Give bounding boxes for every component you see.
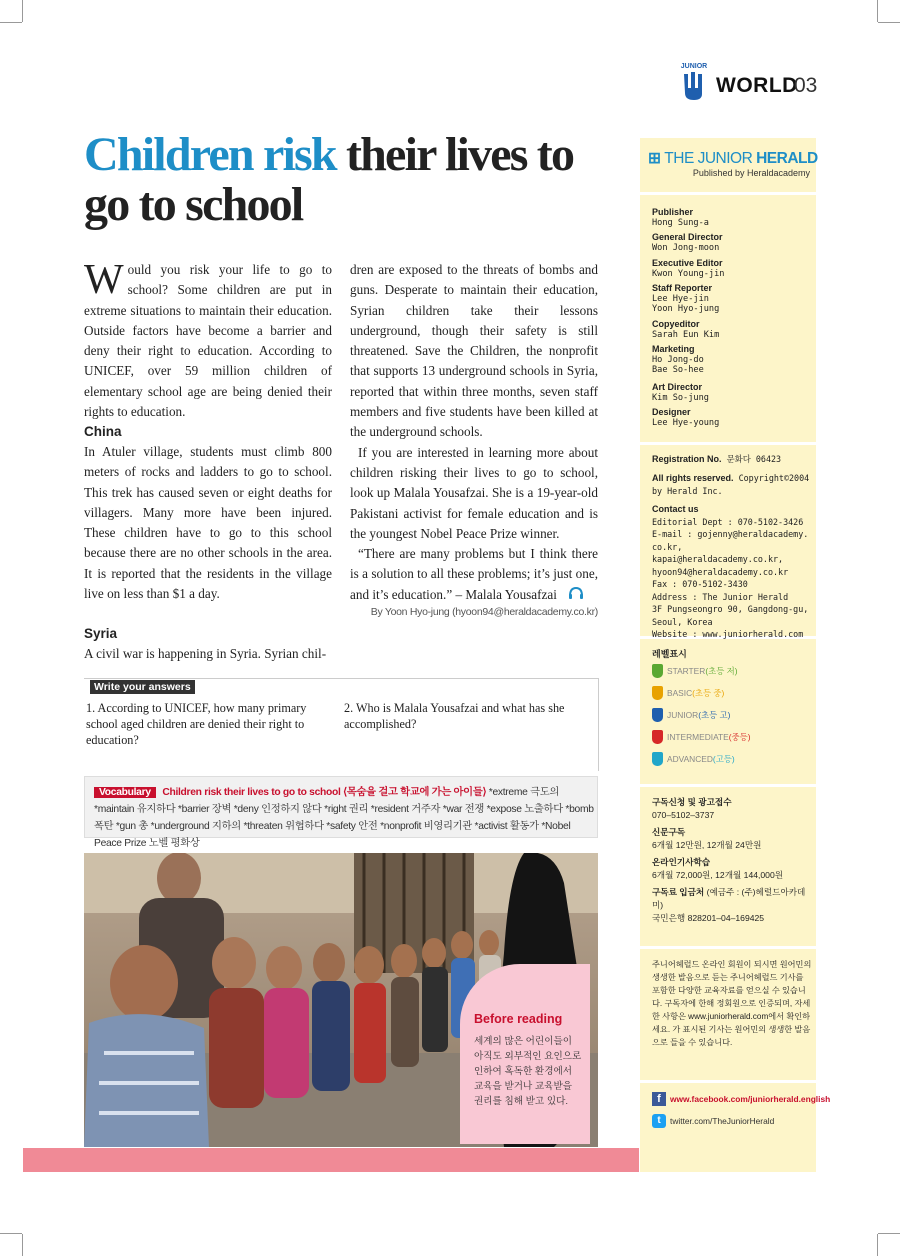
page-number: 03 <box>794 74 818 97</box>
published-by: Published by Heraldacademy <box>692 168 810 178</box>
registration-value: 문화다 06423 <box>726 454 782 464</box>
online-value: 6개월 72,000원, 12개월 144,000원 <box>652 870 784 880</box>
staff-entry <box>652 232 723 253</box>
intro-text: ould you risk your life to go to school? Some children are put in extreme situations to maintain their education. Outside factors have become a barrier and deny their right to education. According to UNICEF, over 59 million children of elementary school age are being denied their rights to education. <box>84 262 332 420</box>
crop-mark <box>877 0 878 22</box>
sidebar-divider <box>640 1080 816 1083</box>
news-sub-title: 신문구독 <box>652 827 686 837</box>
twitter-link[interactable] <box>652 1114 774 1128</box>
staff-role: Art Director <box>652 382 703 392</box>
col2-para2: If you are interested in learning more about children risking their lives to go to school, look up Malala Yousafzai. She is a 19-year-old Pakistani activist for female education and is the youngest Nobel Peace Prize winner. <box>350 444 598 541</box>
vocabulary-headline: Children risk their lives to go to school ⟨목숨을 걸고 학교에 가는 아이들⟩ <box>162 787 487 798</box>
level-item <box>652 708 730 722</box>
before-reading-text: 세계의 많은 어린이들이 아직도 외부적인 요인으로 인하여 혹독한 환경에서 교육을 받거나 교육받을 권리를 침해 받고 있다. <box>474 1036 582 1107</box>
china-paragraph: In Atuler village, students must climb 800 meters of rocks and ladders to go to school. This trek has caused seven or eight deaths for villagers. Many more have been injured. These children have to go to this school because there are no other schools in the area. It is reported that the residents in the village live on less than $1 a day. <box>84 444 332 602</box>
crop-mark <box>877 1234 878 1256</box>
article-column-1 <box>84 257 332 422</box>
question-2: 2. Who is Malala Yousafzai and what has she accomplished? <box>344 701 565 731</box>
contact-line: Address : The Junior Herald <box>652 591 789 602</box>
twitter-url: twitter.com/TheJuniorHerald <box>670 1116 775 1126</box>
level-hand-icon <box>652 730 663 744</box>
level-grade: (중등) <box>728 732 751 742</box>
contact-lines <box>652 516 812 641</box>
online-learning <box>652 856 812 882</box>
staff-names: Hong Sung-a <box>652 218 709 228</box>
membership-notice: 주니어헤럴드 온라인 회원이 되시면 원어민의 생생한 발음으로 듣는 주니어헤럴드 기사를 포함한 다양한 교육자료를 얻으실 수 있습니다. 구독자에 한해 정회원으로 인증되며, 자세한 사항은 www.juniorherald.com에서 확인하세요. 가 표시된 기사는 원어민의 생생한 발음으로 들을 수 있습니다. <box>652 960 812 1047</box>
staff-entry <box>652 319 719 340</box>
contact-line: Seoul, Korea <box>652 616 713 627</box>
junior-level-logo-icon <box>676 60 712 104</box>
contact-line: co.kr, kapai@heraldacademy.co.kr, <box>652 541 784 564</box>
contact-label: Contact us <box>652 504 699 514</box>
staff-names: Lee Hye-jin Yoon Hyo-jung <box>652 294 720 314</box>
vocabulary-text <box>94 784 594 852</box>
account-holder: (예금주 : (주)헤럴드아카데미) <box>652 887 806 910</box>
contact-line: Editorial Dept : 070-5102-3426 <box>652 516 804 527</box>
facebook-icon: f <box>652 1092 666 1106</box>
rights-value: Copyright©2004 by Herald Inc. <box>652 473 810 496</box>
level-name: BASIC <box>667 688 693 698</box>
staff-names: Sarah Eun Kim <box>652 330 720 340</box>
title-rest: their lives to go to school <box>84 128 574 231</box>
write-answers-label: Write your answers <box>90 680 195 694</box>
staff-role: Staff Reporter <box>652 283 713 293</box>
level-hand-icon <box>652 686 663 700</box>
article-intro <box>84 257 332 422</box>
staff-names: Ho Jong-do Bae So-hee <box>652 355 704 375</box>
account-bank: 국민은행 828201–04–169425 <box>652 913 765 923</box>
subscribe-phone: 070–5102–3737 <box>652 810 715 820</box>
sidebar-divider <box>640 946 816 949</box>
svg-text:JUNIOR: JUNIOR <box>680 63 708 70</box>
contact-line: Fax : 070-5102-3430 <box>652 579 748 589</box>
contact-block <box>652 503 812 641</box>
copyright <box>652 472 812 497</box>
syria-paragraph: A civil war is happening in Syria. Syrian chil- <box>84 646 327 661</box>
title-highlight: Children risk <box>84 128 336 181</box>
rights-label: All rights reserved. <box>652 473 734 483</box>
drop-cap: W <box>84 257 124 303</box>
staff-role: Publisher <box>652 207 694 217</box>
staff-entry <box>652 382 709 403</box>
staff-entry <box>652 258 724 279</box>
sidebar-divider <box>640 442 816 445</box>
contact-line: Website : www.juniorherald.com <box>652 629 804 639</box>
brand-logo <box>648 149 818 168</box>
contact-line: 3F Pungseongro 90, Gangdong-gu, <box>652 604 809 614</box>
crop-mark <box>0 1233 22 1234</box>
newspaper-subscription <box>652 826 812 852</box>
level-item <box>652 730 751 744</box>
contact-line: hyoon94@heraldacademy.co.kr <box>652 566 789 577</box>
online-title: 온라인기사학습 <box>652 857 711 867</box>
crop-mark <box>22 1234 23 1256</box>
section-title: WORLD <box>716 74 798 97</box>
level-item <box>652 752 735 766</box>
staff-entry <box>652 344 704 375</box>
level-name: JUNIOR <box>667 710 699 720</box>
subscribe-block <box>652 796 812 822</box>
twitter-icon: t <box>652 1114 666 1128</box>
level-grade: (고등) <box>712 754 735 764</box>
brand-bold: HERALD <box>756 150 818 167</box>
staff-names: Kwon Young-jin <box>652 269 725 279</box>
subhead-syria: Syria <box>84 626 118 641</box>
level-item <box>652 664 738 678</box>
quote-text: “There are many problems but I think there is a solution to all these problems; it’s just one, and it’s education.” – Malala Yousafzai <box>350 546 598 602</box>
facebook-link[interactable] <box>652 1092 830 1106</box>
registration-label: Registration No. <box>652 454 722 464</box>
staff-role: General Director <box>652 232 723 242</box>
headphones-icon[interactable] <box>560 586 584 606</box>
vocabulary-items: *extreme 극도의 *maintain 유지하다 *barrier 장벽 *deny 인정하지 않다 *right 권리 *resident 거주자 *war 전쟁 *expose 노출하다 *bomb 폭탄 *gun 총 *underground 지하의 *threaten 위협하다 *safety 안전 *nonprofit 비영리기관 *activist 활동가 *Nobel Peace Prize 노벨 평화상 <box>94 787 594 849</box>
level-name: STARTER <box>667 666 706 676</box>
staff-names: Lee Hye-young <box>652 418 720 428</box>
levels-title <box>652 648 812 661</box>
crop-mark <box>878 1233 900 1234</box>
col2-para1: dren are exposed to the threats of bombs and guns. Desperate to maintain their education, Syrian children take their lessons underground, though their safety is still threatened. Save the Children, the nonprofit that supports 13 underground schools in Syria, reported that within three months, seven staff members and five students have been killed at the underground schools. <box>350 262 598 440</box>
question-1-text: 1. According to UNICEF, how many primary school aged children are denied their right to education? <box>86 701 307 747</box>
staff-names: Kim So-jung <box>652 393 709 403</box>
staff-role: Designer <box>652 407 691 417</box>
level-hand-icon <box>652 752 663 766</box>
contact-line: E-mail : gojenny@heraldacademy. <box>652 529 809 539</box>
registration <box>652 453 812 466</box>
account-info <box>652 886 812 925</box>
crop-mark <box>22 0 23 22</box>
account-title: 구독료 입금처 <box>652 887 705 897</box>
level-grade: (초등 고) <box>698 710 731 720</box>
sidebar-divider <box>640 784 816 787</box>
article-title <box>84 130 624 230</box>
subscribe-title: 구독신청 및 광고접수 <box>652 797 732 807</box>
crop-mark <box>878 22 900 23</box>
staff-entry <box>652 407 719 428</box>
vocabulary-label: Vocabulary <box>94 787 156 798</box>
staff-entry <box>652 207 709 228</box>
news-sub-value: 6개월 12만원, 12개월 24만원 <box>652 840 762 850</box>
staff-entry <box>652 283 719 314</box>
level-grade: (초등 저) <box>705 666 738 676</box>
before-reading-title: Before reading <box>474 1012 563 1026</box>
brand-mark-icon: ⊞ <box>648 150 665 167</box>
facebook-url: www.facebook.com/juniorherald.english <box>670 1094 831 1104</box>
crop-mark <box>0 22 22 23</box>
sidebar-divider <box>640 192 816 195</box>
level-name: INTERMEDIATE <box>667 732 729 742</box>
level-item <box>652 686 724 700</box>
brand-prefix: THE JUNIOR <box>664 150 757 167</box>
level-name: ADVANCED <box>667 754 713 764</box>
col2-para3 <box>350 544 598 606</box>
article-column-2 <box>350 260 598 606</box>
staff-role: Executive Editor <box>652 258 723 268</box>
staff-role: Marketing <box>652 344 695 354</box>
question-1 <box>86 700 332 748</box>
staff-role: Copyeditor <box>652 319 700 329</box>
levels-title-text: 레벨표시 <box>652 649 687 659</box>
level-hand-icon <box>652 708 663 722</box>
byline: By Yoon Hyo-jung (hyoon94@heraldacademy.co.kr) <box>370 606 598 618</box>
subhead-china: China <box>84 424 122 439</box>
level-hand-icon <box>652 664 663 678</box>
footer-bar <box>23 1148 639 1172</box>
level-grade: (초등 중) <box>692 688 725 698</box>
staff-names: Won Jong-moon <box>652 243 720 253</box>
